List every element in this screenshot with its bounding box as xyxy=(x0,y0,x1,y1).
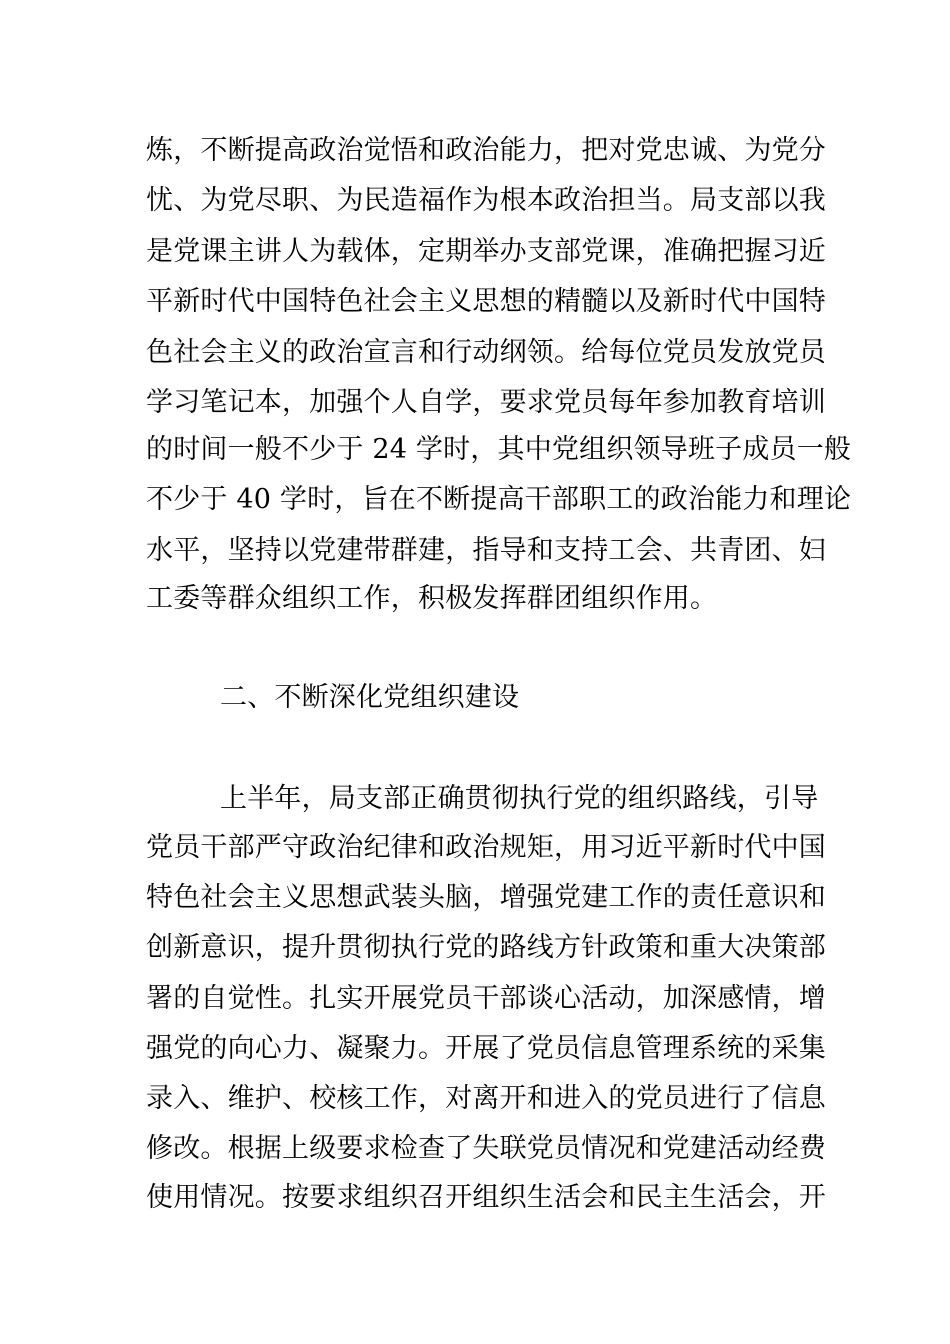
paragraph-1-line-5: 色社会主义的政治宣言和行动纲领。给每位党员发放党员 xyxy=(146,337,826,368)
paragraph-1-line-10: 工委等群众组织工作，积极发挥群团组织作用。 xyxy=(146,583,718,614)
paragraph-1-line-1: 炼，不断提高政治觉悟和政治能力，把对党忠诚、为党分 xyxy=(146,135,826,166)
paragraph-2-line-6: 强党的向心力、凝聚力。开展了党员信息管理系统的采集 xyxy=(146,1033,826,1064)
paragraph-1-line-8: 不少于 40 学时，旨在不断提高干部职工的政治能力和理论 xyxy=(146,484,852,515)
paragraph-1-line-9: 水平，坚持以党建带群建，指导和支持工会、共青团、妇 xyxy=(146,535,826,566)
paragraph-1-line-7: 的时间一般不少于 24 学时，其中党组织领导班子成员一般 xyxy=(146,434,852,465)
section-heading: 二、不断深化党组织建设 xyxy=(220,682,520,713)
paragraph-1-line-6: 学习笔记本，加强个人自学，要求党员每年参加教育培训 xyxy=(146,387,826,418)
paragraph-2-line-4: 创新意识，提升贯彻执行党的路线方针政策和重大决策部 xyxy=(146,932,826,963)
paragraph-1-line-4: 平新时代中国特色社会主义思想的精髓以及新时代中国特 xyxy=(146,286,826,317)
paragraph-2-line-2: 党员干部严守政治纪律和政治规矩，用习近平新时代中国 xyxy=(146,832,826,863)
paragraph-1-line-3: 是党课主讲人为载体，定期举办支部党课，准确把握习近 xyxy=(146,236,826,267)
paragraph-1-line-2: 忧、为党尽职、为民造福作为根本政治担当。局支部以我 xyxy=(146,185,826,216)
paragraph-2-line-9: 使用情况。按要求组织召开组织生活会和民主生活会，开 xyxy=(146,1182,826,1213)
paragraph-2-line-3: 特色社会主义思想武装头脑，增强党建工作的责任意识和 xyxy=(146,882,826,913)
paragraph-2-line-7: 录入、维护、校核工作，对离开和进入的党员进行了信息 xyxy=(146,1083,826,1114)
paragraph-2-line-8: 修改。根据上级要求检查了失联党员情况和党建活动经费 xyxy=(146,1133,826,1164)
paragraph-2-line-5: 署的自觉性。扎实开展党员干部谈心活动，加深感情，增 xyxy=(146,983,826,1014)
paragraph-2-line-1: 上半年，局支部正确贯彻执行党的组织路线，引导 xyxy=(220,783,819,814)
